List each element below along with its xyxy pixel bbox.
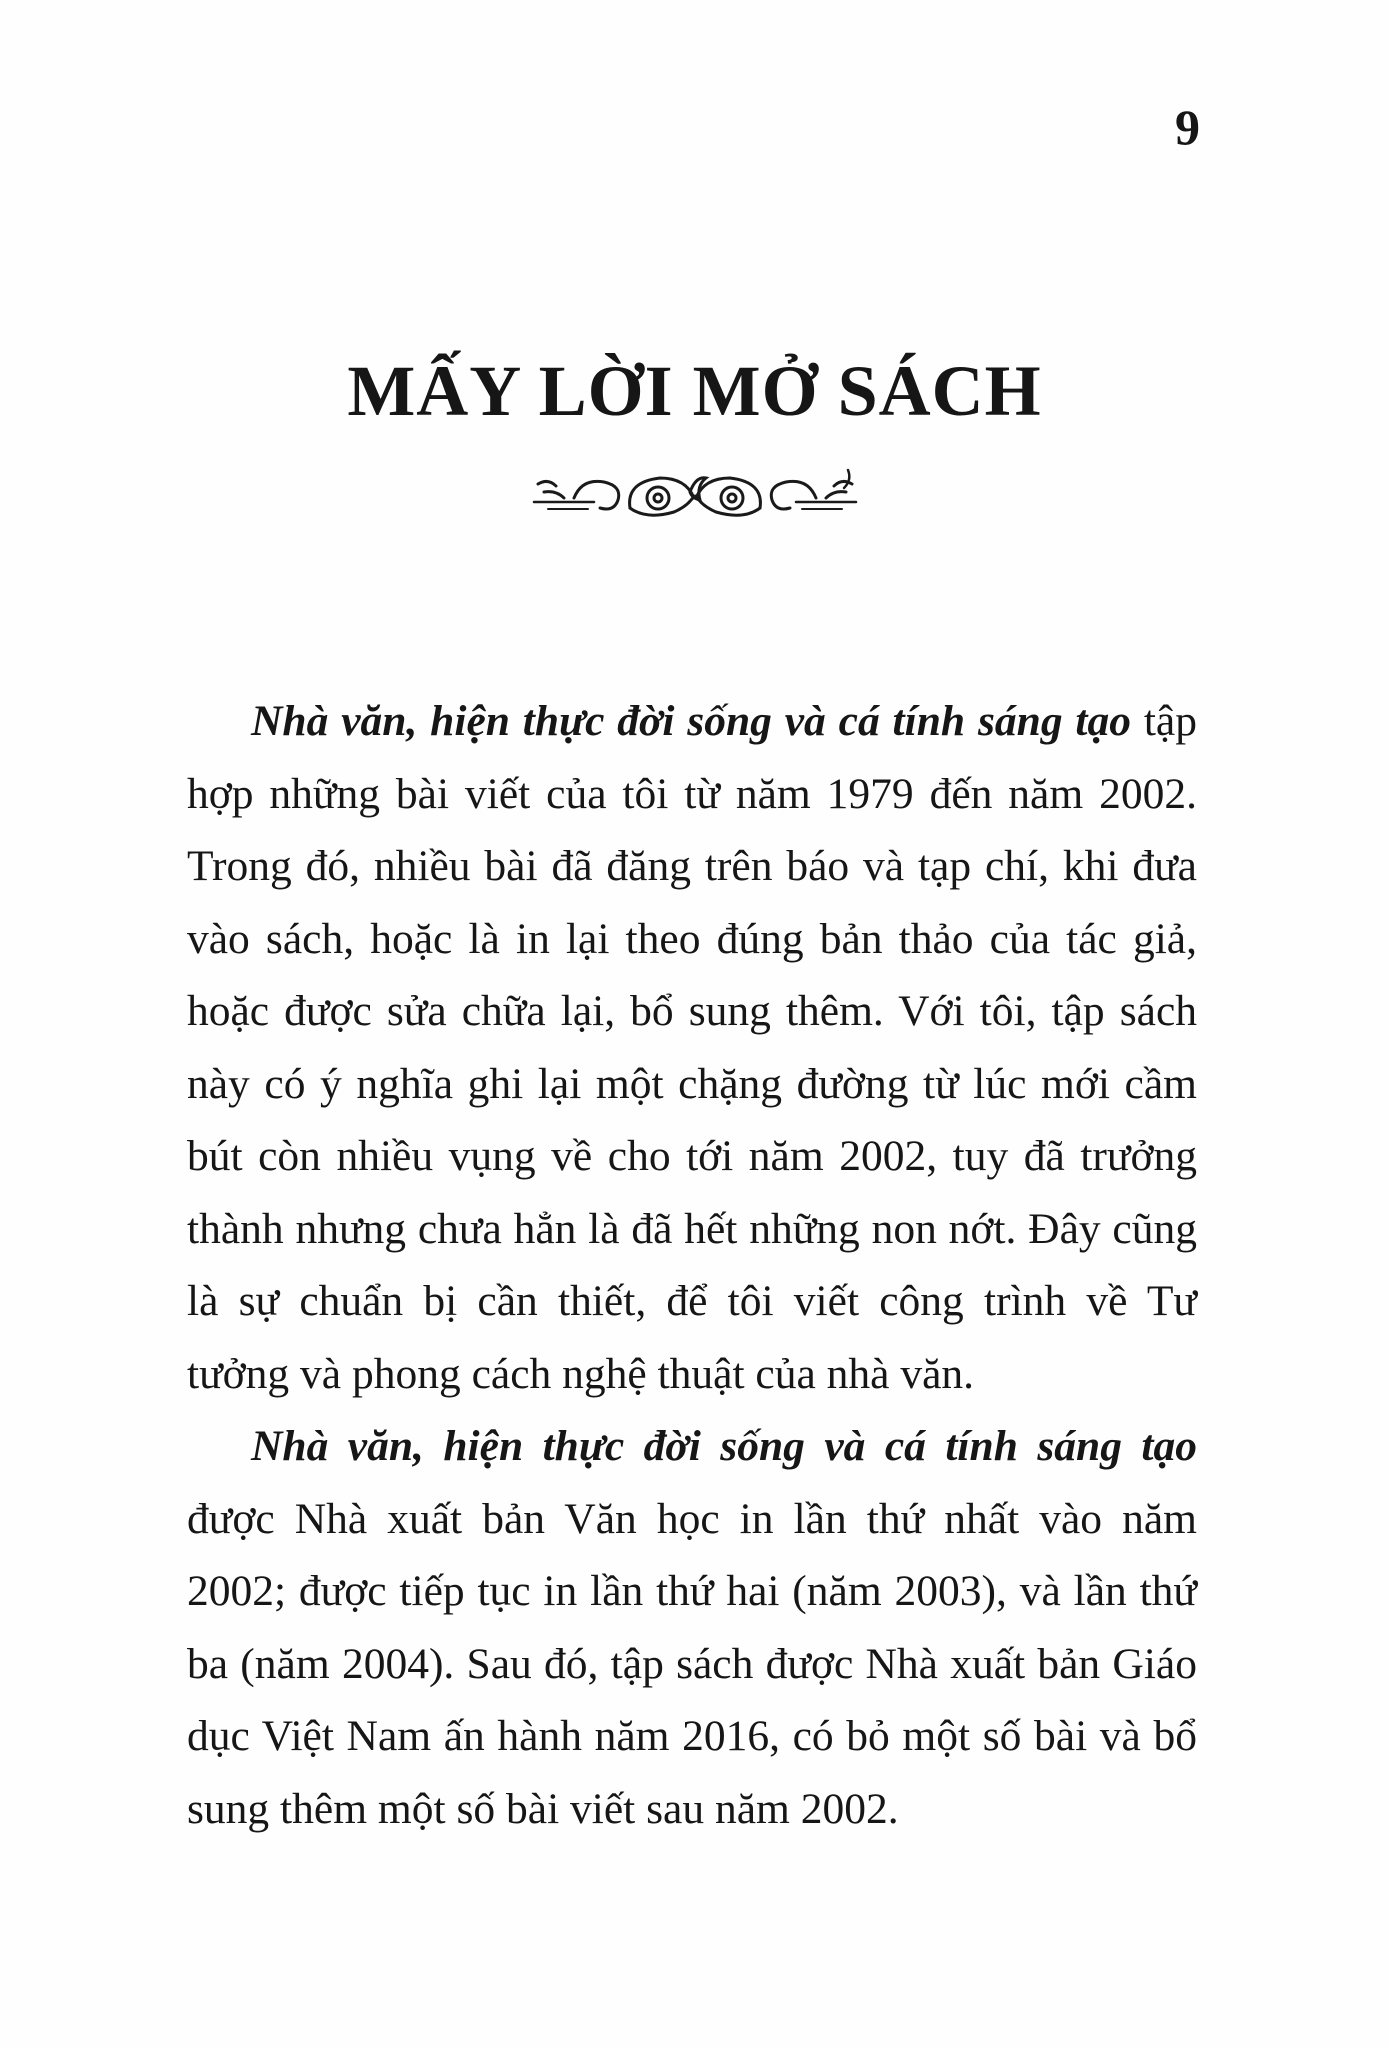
preface-body [187,685,1197,1845]
paragraph-1 [187,685,1197,1410]
page-number: 9 [1175,99,1200,155]
paragraph-2 [187,1410,1197,1845]
flourish-divider-icon [530,462,860,532]
paragraph-text: tập hợp những bài viết của tôi từ năm 1979 đến năm 2002. Trong đó, nhiều bài đã đăng trên báo và tạp chí, khi đưa vào sách, hoặc là in lại theo đúng bản thảo của tác giả, hoặc được sửa chữa lại, bổ sung thêm. Với tôi, tập sách này có ý nghĩa ghi lại một chặng đường từ lúc mới cầm bút còn nhiều vụng về cho tới năm 2002, tuy đã trưởng thành nhưng chưa hẳn là đã hết những non nớt. Đây cũng là sự chuẩn bị cần thiết, để tôi viết công trình về Tư tưởng và phong cách nghệ thuật của nhà văn. [187,697,1197,1398]
book-title-italic: Nhà văn, hiện thực đời sống và cá tính sáng tạo [251,1422,1197,1470]
paragraph-text: được Nhà xuất bản Văn học in lần thứ nhất vào năm 2002; được tiếp tục in lần thứ hai (năm 2003), và lần thứ ba (năm 2004). Sau đó, tập sách được Nhà xuất bản Giáo dục Việt Nam ấn hành năm 2016, có bỏ một số bài và bổ sung thêm một số bài viết sau năm 2002. [187,1494,1197,1833]
page-title: MẤY LỜI MỞ SÁCH [347,351,1042,431]
book-title-italic: Nhà văn, hiện thực đời sống và cá tính sáng tạo [251,697,1131,745]
